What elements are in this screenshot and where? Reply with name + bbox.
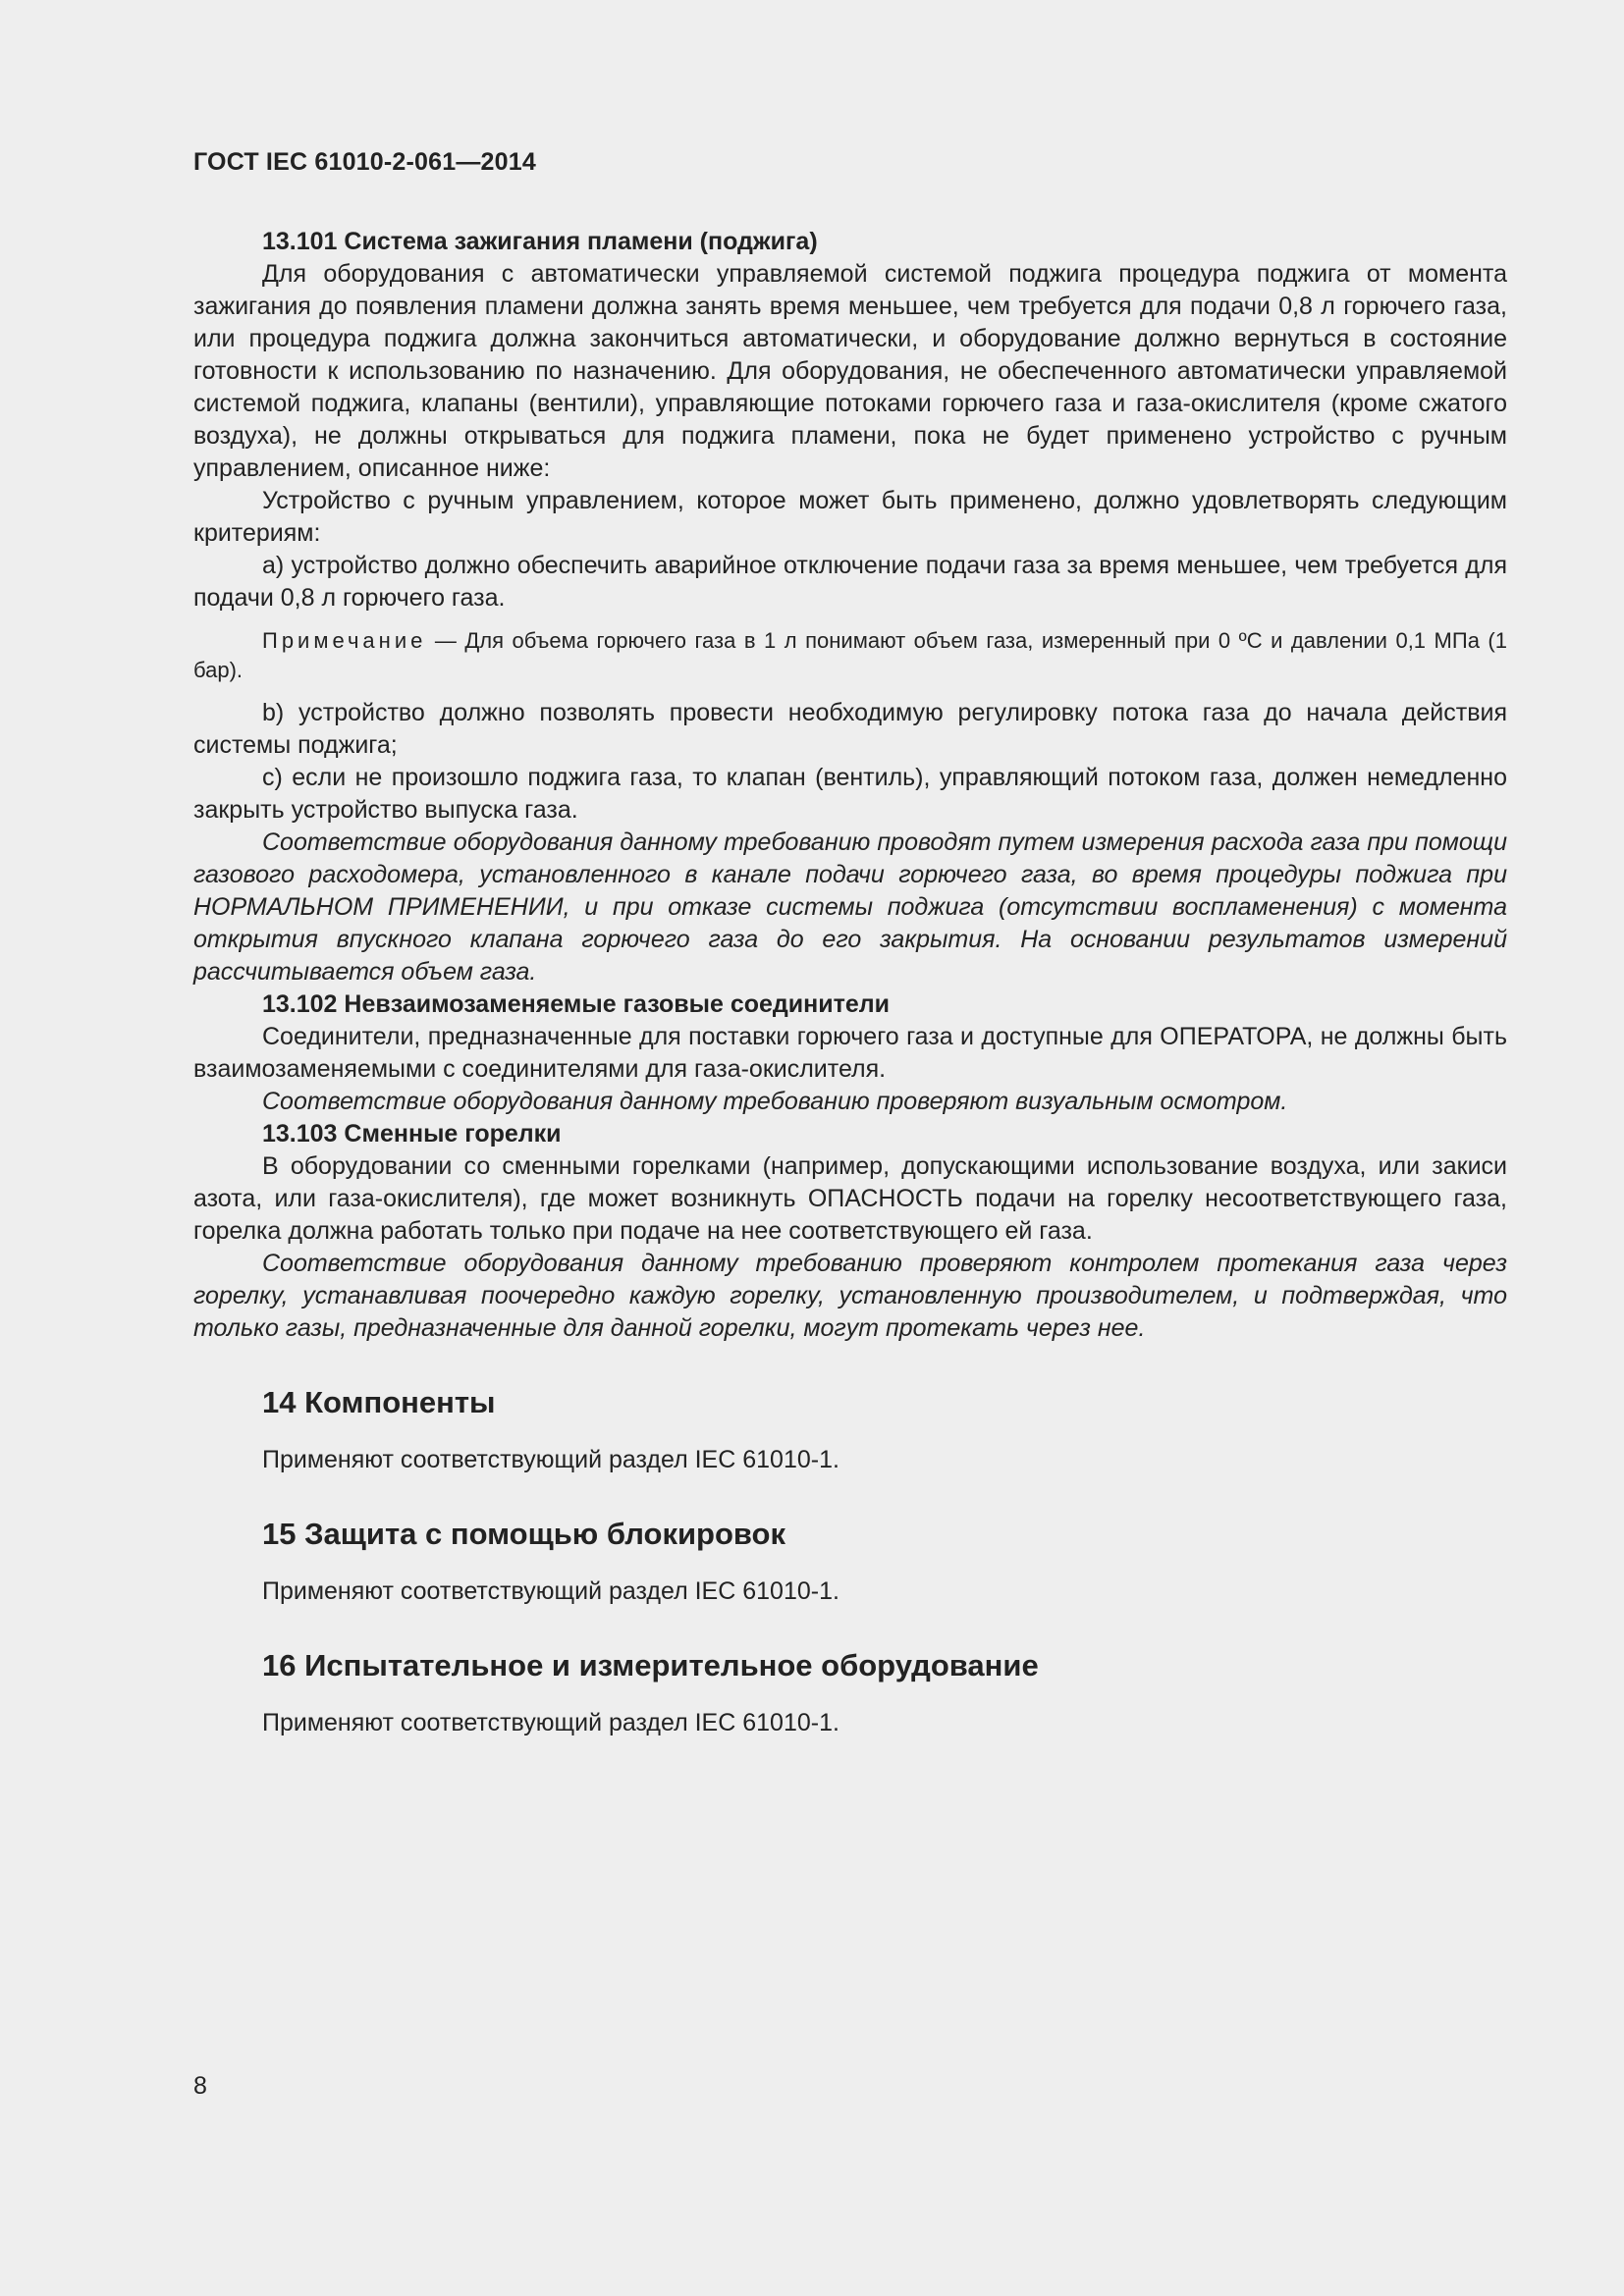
- document-body: [193, 226, 1507, 1739]
- compliance-13-101: Соответствие оборудования данному требованию проводят путем измерения расхода газа при помощи газового расходомера, установленного в канале подачи горючего газа, во время процедуры поджига при НОРМАЛЬНОМ ПРИМЕНЕНИИ, и при отказе системы поджига (отсутствии воспламенения) с момента открытия впускного клапана горючего газа до его закрытия. На основании результатов измерений рассчитывается объем газа.: [193, 828, 1507, 986]
- note-text: — Для объема горючего газа в 1 л понимают объем газа, измеренный при 0 ºС и давлении 0,1 МПа (1 бар).: [193, 628, 1507, 682]
- section-text-14: Применяют соответствующий раздел IEC 61010-1.: [262, 1446, 839, 1473]
- list-item-b: b) устройство должно позволять провести необходимую регулировку потока газа до начала действия системы поджига;: [193, 699, 1507, 759]
- compliance-13-102: Соответствие оборудования данному требованию проверяют визуальным осмотром.: [262, 1088, 1288, 1115]
- page-number: 8: [193, 2072, 207, 2100]
- section-title-16: 16 Испытательное и измерительное оборудование: [262, 1648, 1039, 1682]
- subsection-title-13-102: 13.102 Невзаимозаменяемые газовые соединители: [262, 990, 891, 1018]
- section-text-15: Применяют соответствующий раздел IEC 61010-1.: [262, 1577, 839, 1605]
- list-item-a: a) устройство должно обеспечить аварийное отключение подачи газа за время меньшее, чем требуется для подачи 0,8 л горючего газа.: [193, 552, 1507, 612]
- subsection-title-13-101: 13.101 Система зажигания пламени (поджига): [262, 228, 818, 255]
- section-text-16: Применяют соответствующий раздел IEC 61010-1.: [262, 1709, 839, 1736]
- section-title-14: 14 Компоненты: [262, 1385, 496, 1419]
- list-item-c: c) если не произошло поджига газа, то клапан (вентиль), управляющий потоком газа, должен немедленно закрыть устройство выпуска газа.: [193, 764, 1507, 824]
- paragraph-13-102: Соединители, предназначенные для поставки горючего газа и доступные для ОПЕРАТОРА, не должны быть взаимозаменяемыми с соединителями для газа-окислителя.: [193, 1023, 1507, 1083]
- paragraph-13-101-criteria: Устройство с ручным управлением, которое может быть применено, должно удовлетворять следующим критериям:: [193, 487, 1507, 547]
- note-paragraph: [193, 626, 1507, 685]
- subsection-title-13-103: 13.103 Сменные горелки: [262, 1120, 562, 1148]
- document-header: ГОСТ IEC 61010-2-061—2014: [193, 148, 536, 176]
- paragraph-13-103: В оборудовании со сменными горелками (например, допускающими использование воздуха, или закиси азота, или газа-окислителя), где может возникнуть ОПАСНОСТЬ подачи на горелку несоответствующего газа, горелка должна работать только при подаче на нее соответствующего ей газа.: [193, 1152, 1507, 1245]
- paragraph-13-101-intro: Для оборудования с автоматически управляемой системой поджига процедура поджига от момента зажигания до появления пламени должна занять время меньшее, чем требуется для подачи 0,8 л горючего газа, или процедура поджига должна закончиться автоматически, и оборудование должно вернуться в состояние готовности к использованию по назначению. Для оборудования, не обеспеченного автоматически управляемой системой поджига, клапаны (вентили), управляющие потоками горючего газа и газа-окислителя (кроме сжатого воздуха), не должны открываться для поджига пламени, пока не будет применено устройство с ручным управлением, описанное ниже:: [193, 260, 1507, 482]
- compliance-13-103: Соответствие оборудования данному требованию проверяют контролем протекания газа через горелку, устанавливая поочередно каждую горелку, установленную производителем, и подтверждая, что только газы, предназначенные для данной горелки, могут протекать через нее.: [193, 1250, 1507, 1342]
- note-label: Примечание: [262, 628, 427, 653]
- section-title-15: 15 Защита с помощью блокировок: [262, 1517, 786, 1551]
